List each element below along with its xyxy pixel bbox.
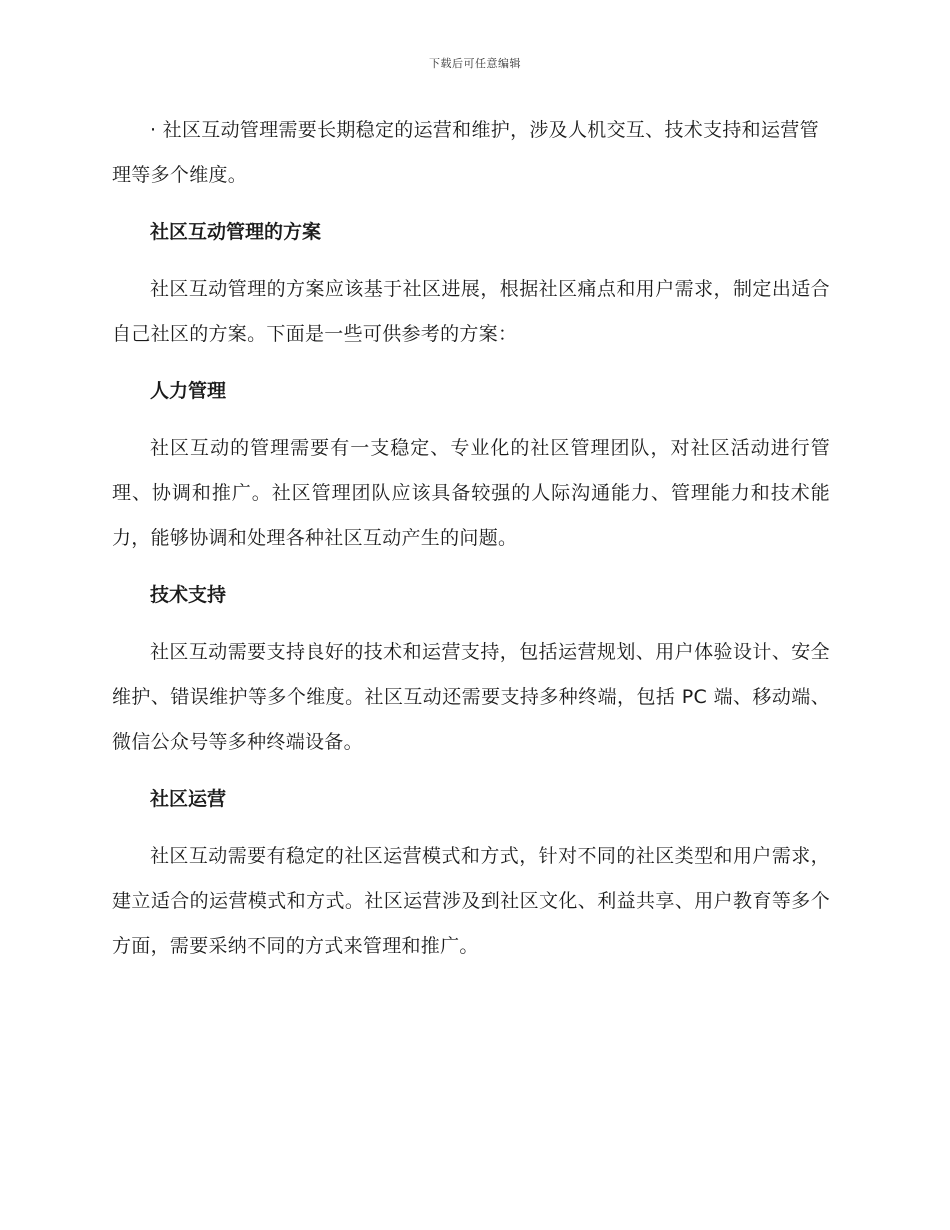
document-body [112, 108, 830, 969]
section-body-tech: 社区互动需要支持良好的技术和运营支持，包括运营规划、用户体验设计、安全维护、错误维护等多个维度。社区互动还需要支持多种终端，包括 PC 端、移动端、微信公众号等多种终端设备。 [112, 641, 830, 753]
intro-bullet-paragraph: · 社区互动管理需要长期稳定的运营和维护，涉及人机交互、技术支持和运营管理等多个维度。 [112, 119, 819, 186]
section-heading-people: 人力管理 [150, 380, 227, 402]
section-heading-tech: 技术支持 [150, 584, 227, 606]
section-body-ops: 社区互动需要有稳定的社区运营模式和方式，针对不同的社区类型和用户需求，建立适合的运营模式和方式。社区运营涉及到社区文化、利益共享、用户教育等多个方面，需要采纳不同的方式来管理和推广。 [112, 845, 830, 957]
section-heading-plan: 社区互动管理的方案 [150, 221, 322, 243]
section-heading-ops: 社区运营 [150, 788, 227, 810]
page-header-note: 下载后可任意编辑 [429, 57, 521, 70]
section-body-plan: 社区互动管理的方案应该基于社区进展，根据社区痛点和用户需求，制定出适合自己社区的方案。下面是一些可供参考的方案： [112, 278, 830, 345]
section-body-people: 社区互动的管理需要有一支稳定、专业化的社区管理团队，对社区活动进行管理、协调和推广。社区管理团队应该具备较强的人际沟通能力、管理能力和技术能力，能够协调和处理各种社区互动产生的问题。 [112, 437, 830, 549]
